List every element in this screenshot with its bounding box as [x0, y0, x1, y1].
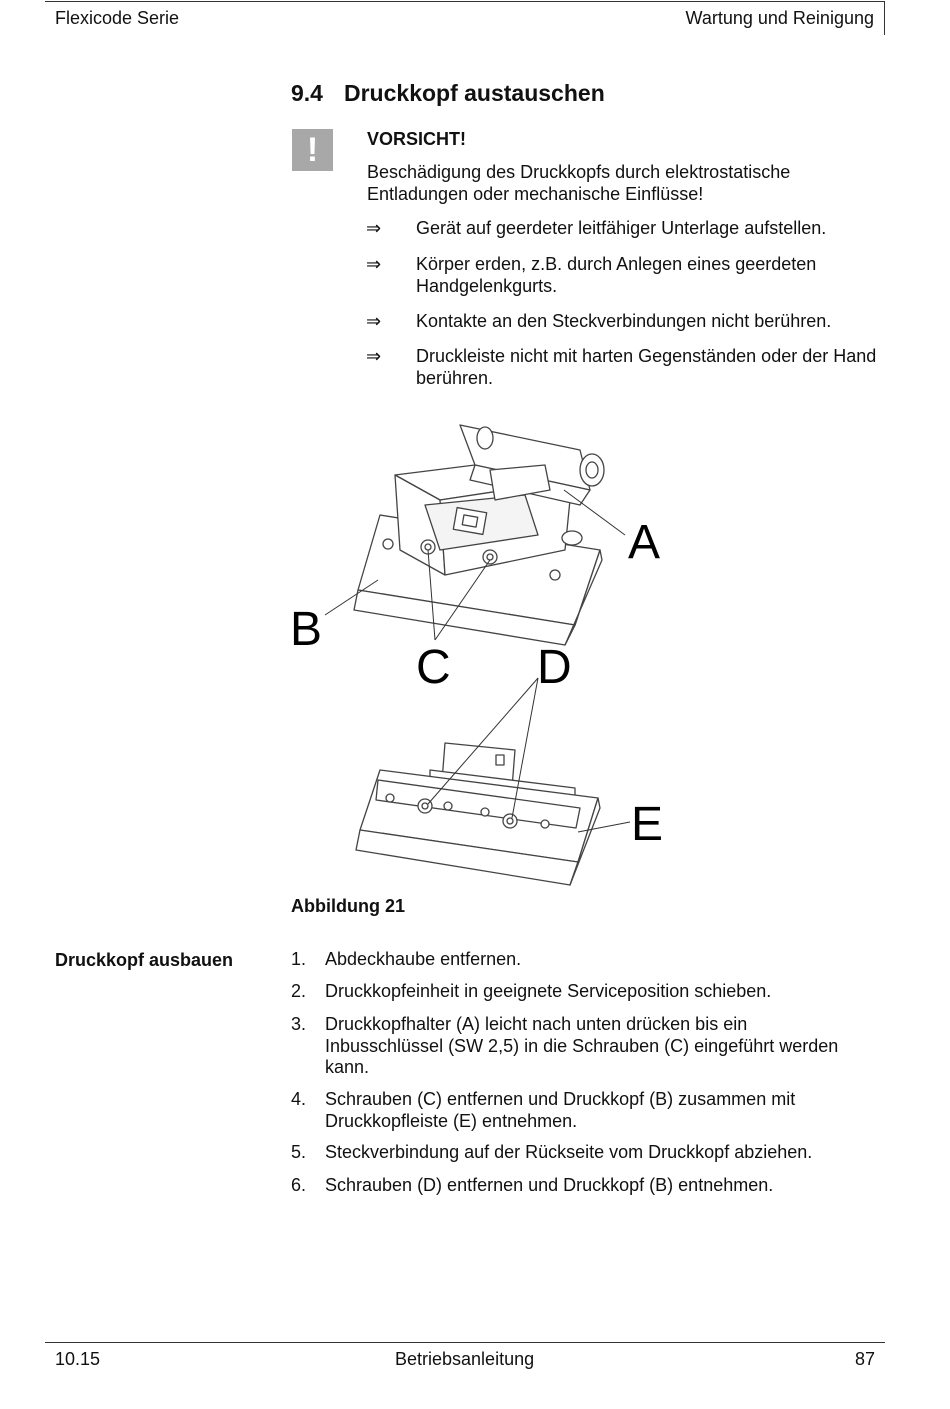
footer-rule [45, 1342, 885, 1343]
footer-doc-type: Betriebsanleitung [395, 1349, 535, 1369]
warning-item: Gerät auf geerdeter leitfähiger Unterlage aufstellen. [416, 218, 827, 238]
arrow-icon: ⇒ [366, 346, 382, 366]
step-number: 6. [291, 1175, 307, 1195]
header-corner-rule [884, 1, 885, 35]
side-heading: Druckkopf ausbauen [55, 950, 234, 970]
step-number: 3. [291, 1014, 307, 1034]
step-text: Schrauben (D) entfernen und Druckkopf (B) entnehmen. [325, 1175, 774, 1195]
step-number: 2. [291, 981, 307, 1001]
footer-version: 10.15 [55, 1349, 101, 1369]
figure-label-d: D [537, 641, 572, 694]
warning-item: Druckleiste nicht mit harten Gegenständen oder der Hand berühren. [416, 346, 877, 388]
warning-item: Kontakte an den Steckverbindungen nicht berühren. [416, 311, 832, 331]
warning-text: Beschädigung des Druckkopfs durch elektrostatische Entladungen oder mechanische Einflüsse! [367, 162, 791, 204]
header-product: Flexicode Serie [55, 8, 180, 28]
figure-label-a: A [628, 516, 661, 569]
step-text: Schrauben (C) entfernen und Druckkopf (B) zusammen mit Druckkopfleiste (E) entnehmen. [325, 1089, 796, 1131]
step-text: Druckkopfeinheit in geeignete Serviceposition schieben. [325, 981, 772, 1001]
header-rule [45, 1, 885, 2]
step-text: Abdeckhaube entfernen. [325, 949, 522, 969]
step-number: 4. [291, 1089, 307, 1109]
exclamation-icon: ! [292, 129, 333, 171]
figure-label-e: E [631, 798, 664, 851]
header-chapter: Wartung und Reinigung [685, 8, 874, 28]
section-title: Druckkopf austauschen [344, 80, 605, 106]
figure-label-c: C [416, 641, 451, 694]
warning-title: VORSICHT! [367, 129, 466, 149]
step-text: Druckkopfhalter (A) leicht nach unten drücken bis ein Inbusschlüssel (SW 2,5) in die Schrauben (C) eingeführt werden kann. [325, 1014, 839, 1077]
section-number: 9.4 [291, 80, 323, 106]
step-number: 5. [291, 1142, 307, 1162]
arrow-icon: ⇒ [366, 311, 382, 331]
warning-item: Körper erden, z.B. durch Anlegen eines geerdeten Handgelenkgurts. [416, 254, 817, 296]
figure-caption: Abbildung 21 [291, 896, 405, 916]
step-text: Steckverbindung auf der Rückseite vom Druckkopf abziehen. [325, 1142, 813, 1162]
step-number: 1. [291, 949, 307, 969]
figure-label-b: B [290, 603, 323, 656]
arrow-icon: ⇒ [366, 254, 382, 274]
page-number: 87 [854, 1349, 875, 1369]
arrow-icon: ⇒ [366, 218, 382, 238]
